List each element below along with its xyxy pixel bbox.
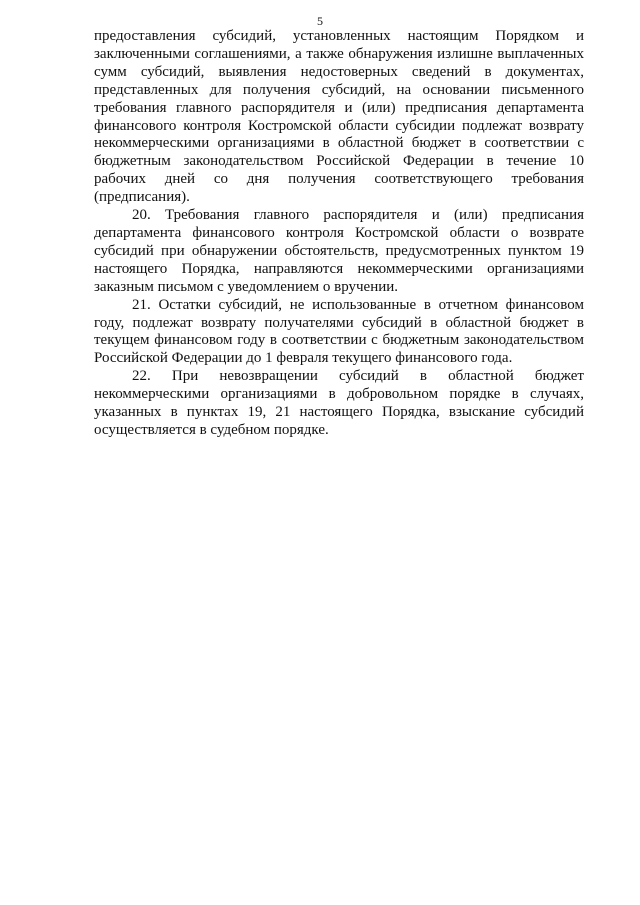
paragraph-continuation: предоставления субсидий, установленных настоящим Порядком и заключенными соглашениями, а также обнаружения излишне выплаченных сумм субсидий, выявления недостоверных сведений в документах, представленных для получения субсидий, на основании письменного требования главного распорядителя и (или) предписания департамента финансового контроля Костромской области субсидии подлежат возврату некоммерческими организациями в областной бюджет в соответствии с бюджетным законодательством Российской Федерации в течение 10 рабочих дней со дня получения соответствующего требования (предписания). [94,28,584,206]
paragraph-item-21: 21. Остатки субсидий, не использованные в отчетном финансовом году, подлежат возврату получателями субсидий в областной бюджет в текущем финансовом году в соответствии с бюджетным законодательством Российской Федерации до 1 февраля текущего финансового года. [94,296,584,367]
paragraph-item-22: 22. При невозвращении субсидий в областной бюджет некоммерческими организациями в добровольном порядке в случаях, указанных в пунктах 19, 21 настоящего Порядка, взыскание субсидий осуществляется в судебном порядке. [94,368,584,438]
paragraph-item-20: 20. Требования главного распорядителя и (или) предписания департамента финансового контроля Костромской области о возврате субсидий при обнаружении обстоятельств, предусмотренных пунктом 19 настоящего Порядка, направляются некоммерческими организациями заказным письмом с уведомлением о вручении. [94,207,584,295]
page-number: 5 [317,14,323,28]
document-body [94,28,584,440]
